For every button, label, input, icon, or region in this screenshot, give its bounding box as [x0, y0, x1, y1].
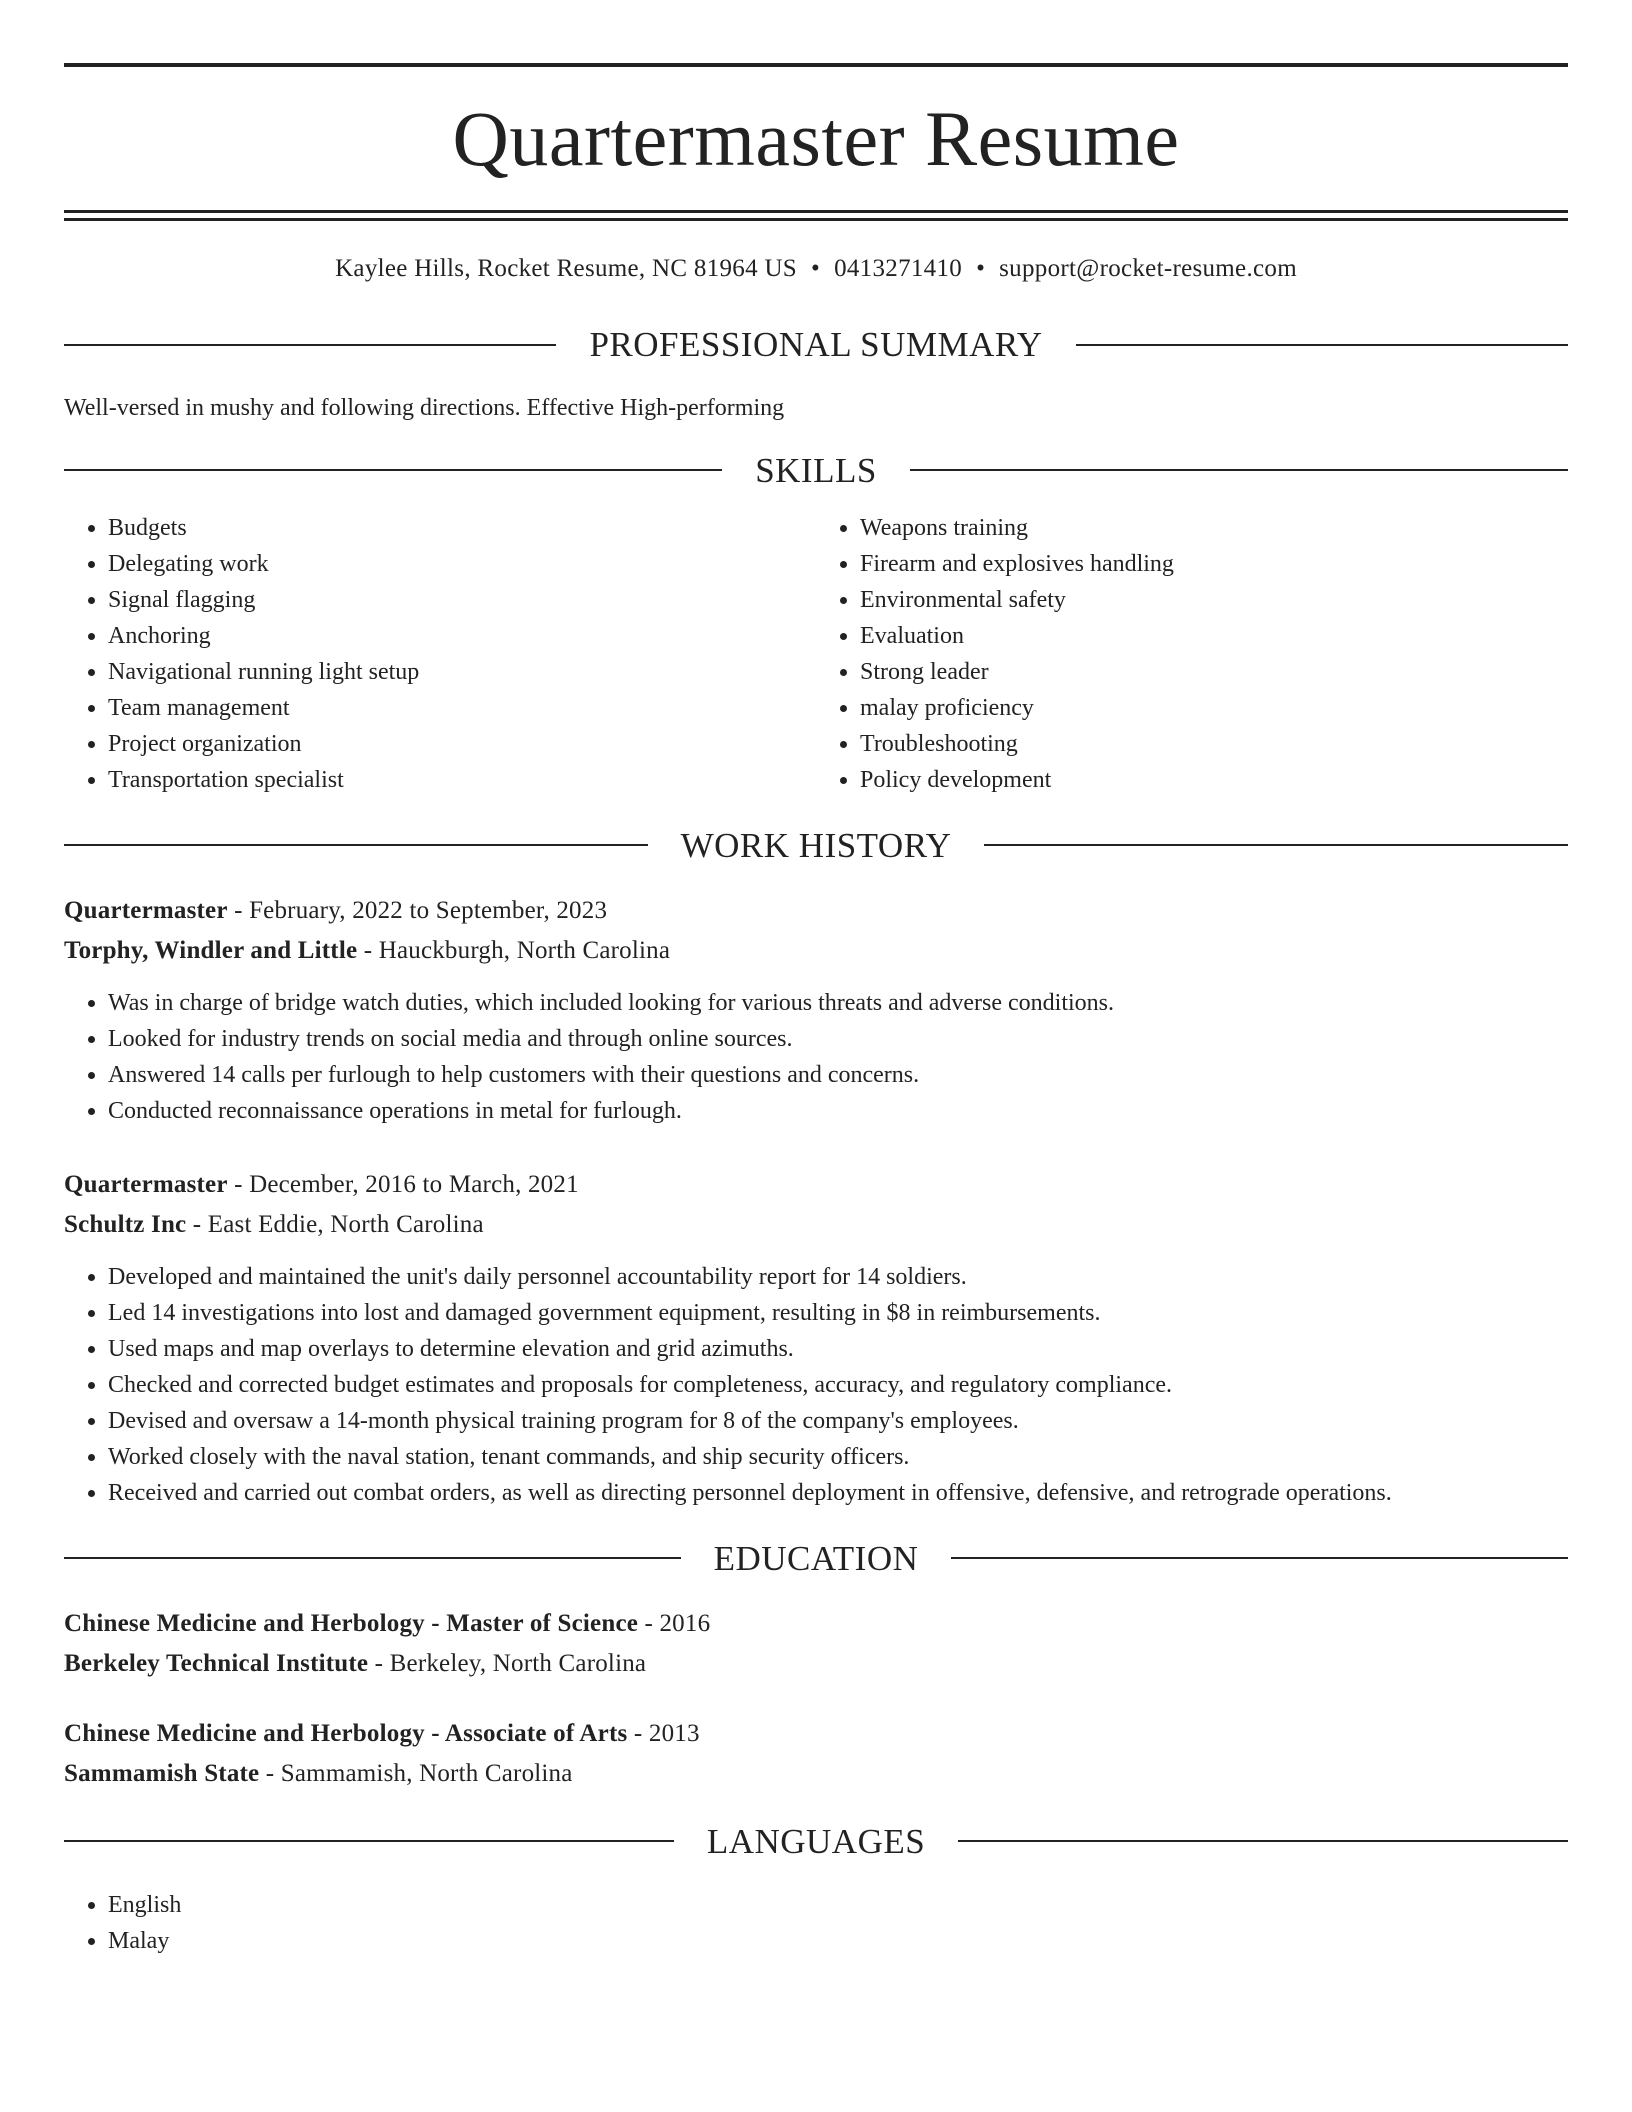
skill-item: • Anchoring	[108, 618, 816, 654]
section-title-summary: PROFESSIONAL SUMMARY	[589, 325, 1043, 364]
page-title: Quartermaster Resume	[452, 95, 1180, 182]
job-company: Torphy, Windler and Little	[64, 936, 358, 964]
title-double-rule	[64, 210, 1568, 221]
top-rule	[64, 63, 1568, 67]
section-rule	[64, 469, 722, 471]
section-header-summary	[64, 327, 1568, 362]
education-school: Sammamish State	[64, 1759, 260, 1787]
section-rule	[64, 1840, 674, 1842]
skill-item: • Budgets	[108, 510, 816, 546]
education-location: - Berkeley, North Carolina	[368, 1649, 647, 1677]
job-location: - East Eddie, North Carolina	[186, 1210, 484, 1238]
job-bullet: • Received and carried out combat orders, as well as directing personnel deployment in offensive, defensive, and retrograde operations.	[108, 1475, 1568, 1511]
summary-text: Well-versed in mushy and following directions. Effective High-performing	[64, 395, 785, 421]
skills-list	[64, 510, 1568, 798]
skill-item: • Firearm and explosives handling	[860, 546, 1568, 582]
skill-item: • Policy development	[860, 762, 1568, 798]
section-title-work: WORK HISTORY	[680, 825, 952, 865]
education-year: - 2016	[638, 1609, 711, 1637]
section-header-skills	[64, 450, 1568, 490]
job-dates: - February, 2022 to September, 2023	[227, 896, 608, 924]
job-bullets	[64, 985, 1568, 1129]
job-bullets	[64, 1259, 1568, 1511]
contact-separator: •	[811, 255, 821, 282]
job-title: Quartermaster	[64, 896, 228, 924]
education-entry	[64, 1604, 1568, 1684]
education-degree: Chinese Medicine and Herbology - Associate of Arts	[64, 1719, 628, 1747]
section-header-languages	[64, 1821, 1568, 1861]
education-degree: Chinese Medicine and Herbology - Master of Science	[64, 1609, 639, 1637]
job-bullet: • Led 14 investigations into lost and damaged government equipment, resulting in $8 in reimbursements.	[108, 1295, 1568, 1331]
skill-item: • Delegating work	[108, 546, 816, 582]
contact-phone: 0413271410	[834, 255, 963, 282]
job-entry	[64, 891, 1568, 1129]
education-location: - Sammamish, North Carolina	[259, 1759, 573, 1787]
section-rule	[958, 1840, 1568, 1842]
job-company-line	[64, 1205, 1568, 1245]
contact-line	[64, 256, 1568, 281]
section-rule	[984, 844, 1568, 846]
section-rule	[1076, 344, 1568, 346]
job-bullet: • Checked and corrected budget estimates and proposals for completeness, accuracy, and regulatory compliance.	[108, 1367, 1568, 1403]
job-company: Schultz Inc	[64, 1210, 187, 1238]
skills-column-right	[816, 510, 1568, 798]
education-entry	[64, 1714, 1568, 1794]
skill-item: • Evaluation	[860, 618, 1568, 654]
job-location: - Hauckburgh, North Carolina	[357, 936, 671, 964]
skill-item: • Weapons training	[860, 510, 1568, 546]
education-school-line	[64, 1754, 1568, 1794]
job-bullet: • Devised and oversaw a 14-month physical training program for 8 of the company's employees.	[108, 1403, 1568, 1439]
education-degree-line	[64, 1714, 1568, 1754]
section-rule	[910, 469, 1568, 471]
skills-column-left	[64, 510, 816, 798]
contact-email: support@rocket-resume.com	[999, 255, 1297, 282]
skill-item: • Environmental safety	[860, 582, 1568, 618]
job-bullet: • Worked closely with the naval station, tenant commands, and ship security officers.	[108, 1439, 1568, 1475]
skill-item: • Troubleshooting	[860, 726, 1568, 762]
skill-item: • Transportation specialist	[108, 762, 816, 798]
job-entry	[64, 1165, 1568, 1511]
education-school: Berkeley Technical Institute	[64, 1649, 369, 1677]
education-year: - 2013	[627, 1719, 700, 1747]
education-degree-line	[64, 1604, 1568, 1644]
job-bullet: • Used maps and map overlays to determine elevation and grid azimuths.	[108, 1331, 1568, 1367]
job-bullet: • Developed and maintained the unit's daily personnel accountability report for 14 soldiers.	[108, 1259, 1568, 1295]
language-item: • English	[108, 1887, 1568, 1923]
skill-item: • Navigational running light setup	[108, 654, 816, 690]
contact-address: Kaylee Hills, Rocket Resume, NC 81964 US	[335, 255, 798, 282]
contact-separator: •	[976, 255, 986, 282]
skill-item: • Strong leader	[860, 654, 1568, 690]
skill-item: • Project organization	[108, 726, 816, 762]
job-bullet: • Looked for industry trends on social media and through online sources.	[108, 1021, 1568, 1057]
education-school-line	[64, 1644, 1568, 1684]
job-bullet: • Was in charge of bridge watch duties, which included looking for various threats and adverse conditions.	[108, 985, 1568, 1021]
job-title-line	[64, 1165, 1568, 1205]
section-header-work	[64, 825, 1568, 865]
section-rule	[64, 1557, 681, 1559]
job-title: Quartermaster	[64, 1170, 228, 1198]
job-title-line	[64, 891, 1568, 931]
section-title-languages: LANGUAGES	[706, 1821, 926, 1861]
section-title-skills: SKILLS	[755, 450, 877, 490]
skill-item: • Signal flagging	[108, 582, 816, 618]
job-bullet: • Answered 14 calls per furlough to help customers with their questions and concerns.	[108, 1057, 1568, 1093]
job-bullet: • Conducted reconnaissance operations in metal for furlough.	[108, 1093, 1568, 1129]
section-title-education: EDUCATION	[713, 1538, 919, 1578]
section-rule	[951, 1557, 1568, 1559]
section-header-education	[64, 1538, 1568, 1578]
skill-item: • Team management	[108, 690, 816, 726]
job-company-line	[64, 931, 1568, 971]
skill-item: • malay proficiency	[860, 690, 1568, 726]
language-item: • Malay	[108, 1923, 1568, 1959]
section-rule	[64, 344, 556, 346]
section-rule	[64, 844, 648, 846]
job-dates: - December, 2016 to March, 2021	[227, 1170, 579, 1198]
languages-list	[64, 1887, 1568, 1959]
